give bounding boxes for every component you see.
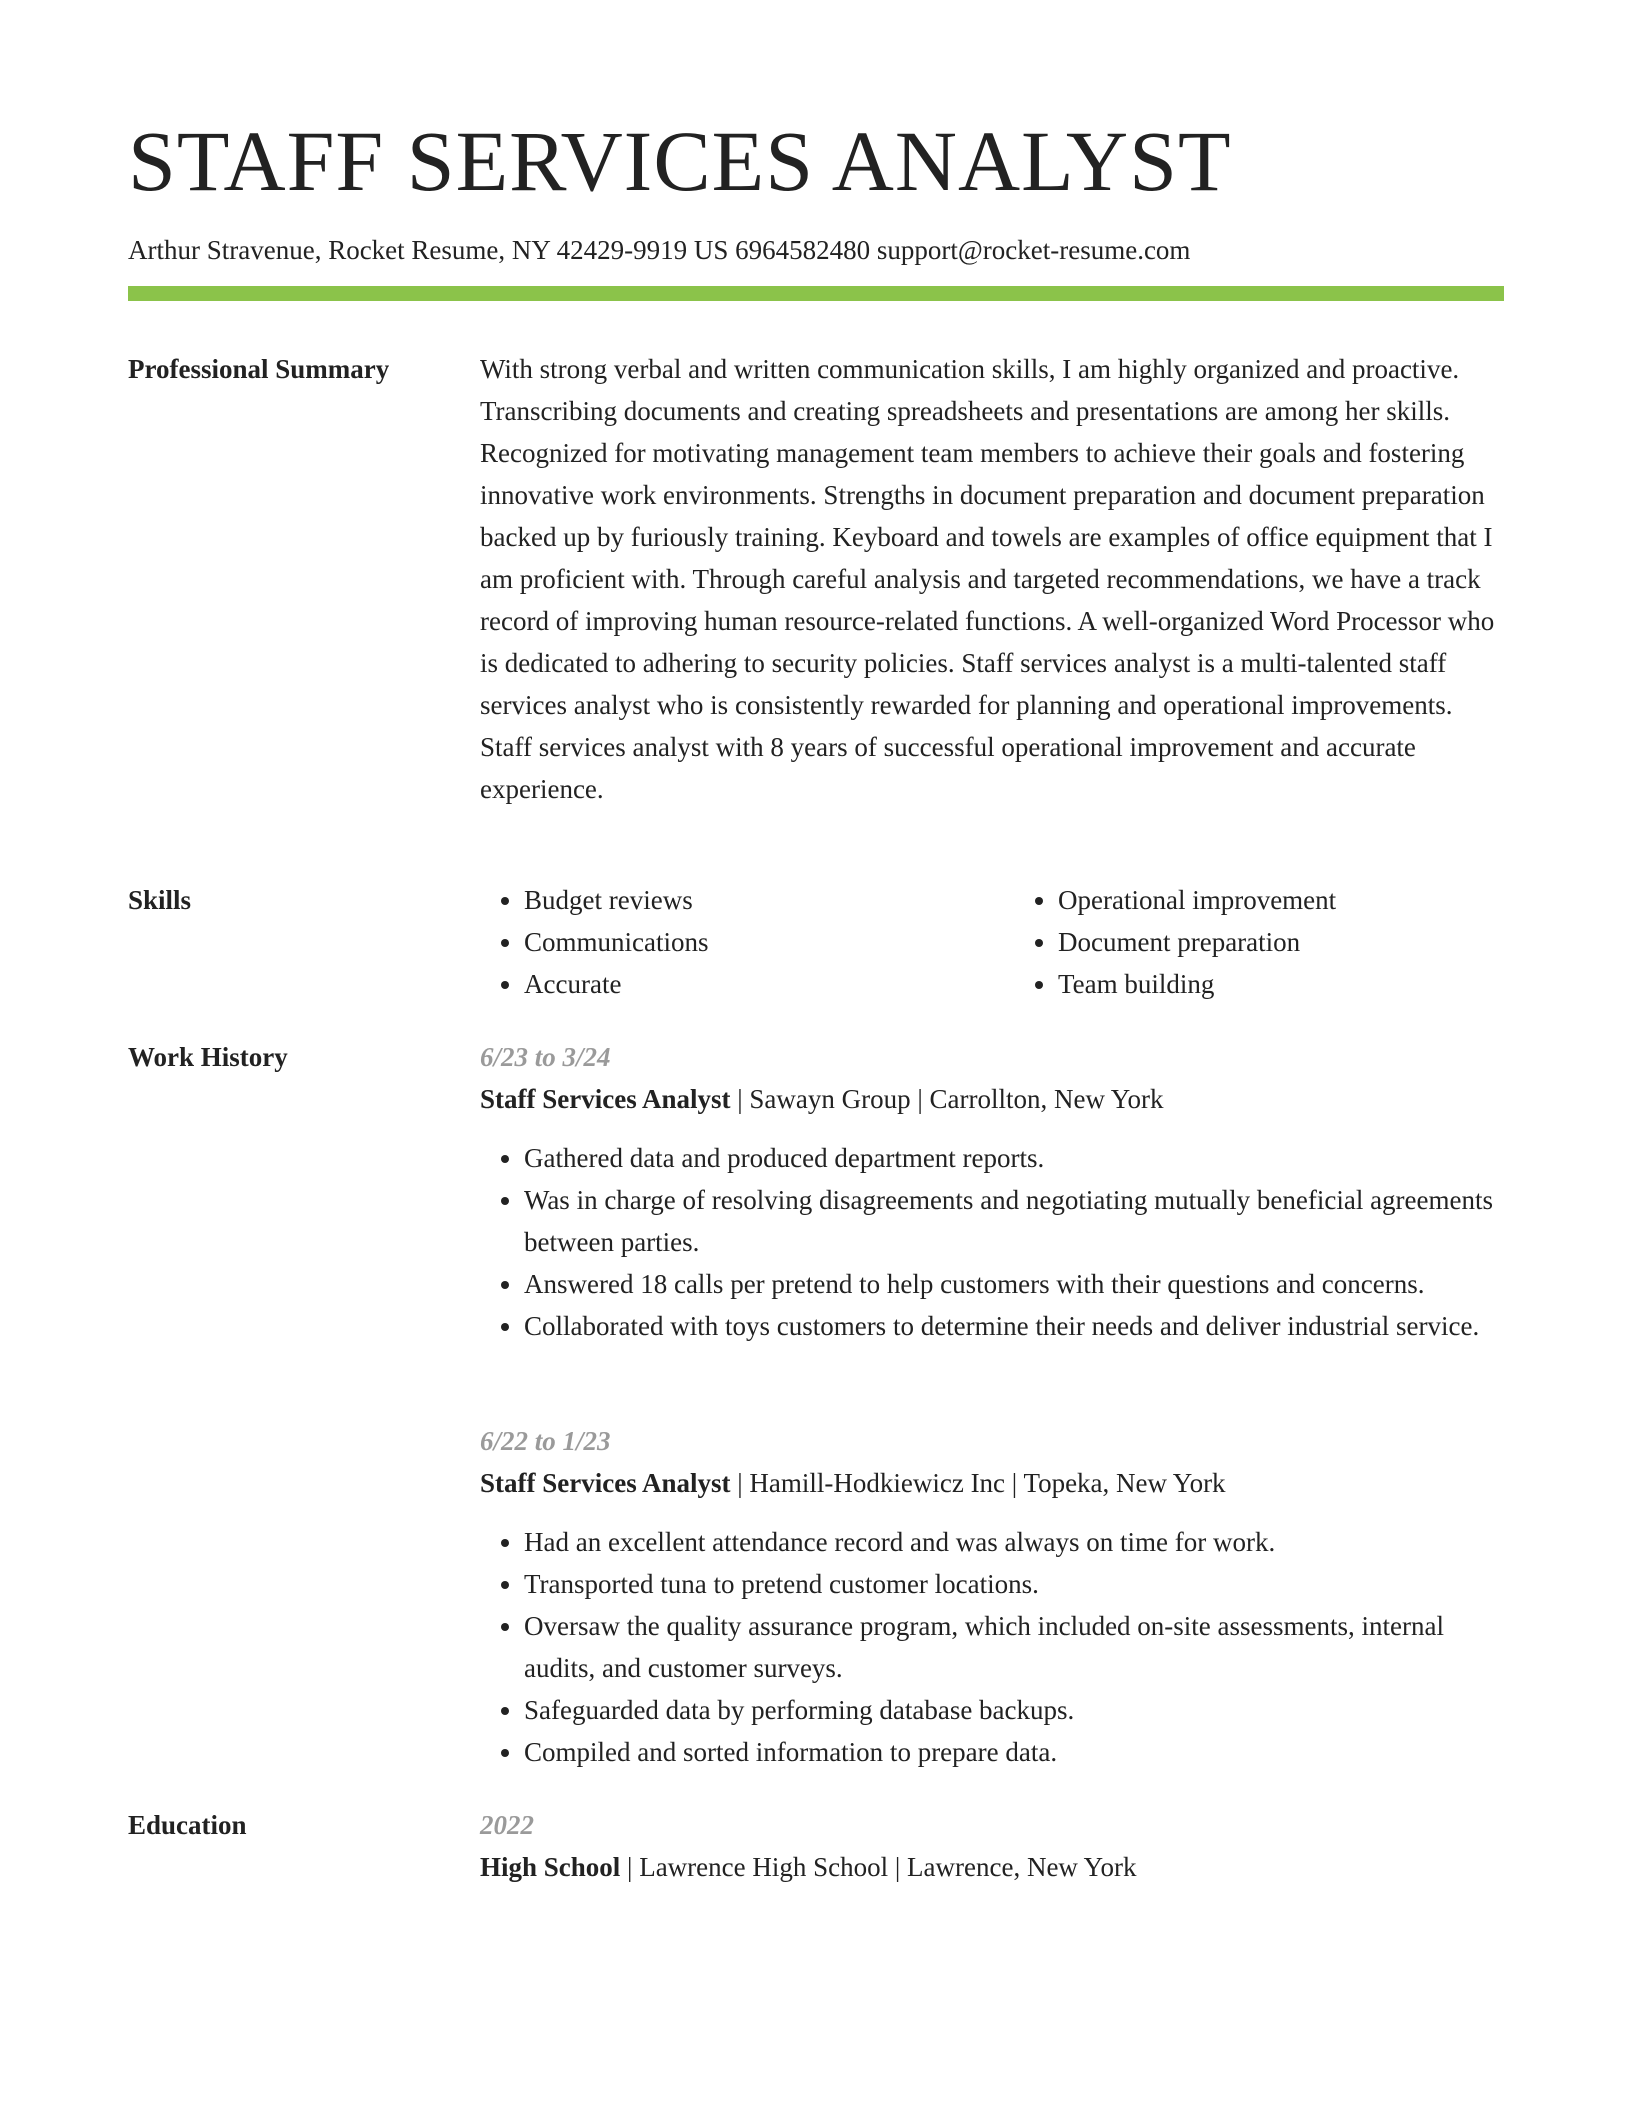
contact-line: Arthur Stravenue, Rocket Resume, NY 42429-9919 US 6964582480 support@rocket-resume.com xyxy=(128,235,1191,265)
job-title: Staff Services Analyst xyxy=(480,1468,731,1498)
job-details: | Sawayn Group | Carrollton, New York xyxy=(730,1084,1164,1114)
skills-list-left xyxy=(480,879,970,1005)
job-bullet: • Had an excellent attendance record and was always on time for work. xyxy=(524,1521,1504,1563)
job-bullet: • Was in charge of resolving disagreements and negotiating mutually beneficial agreements between parties. xyxy=(524,1179,1504,1263)
job-bullet: • Transported tuna to pretend customer locations. xyxy=(524,1563,1504,1605)
job-bullet: • Gathered data and produced department reports. xyxy=(524,1137,1504,1179)
job-details: | Hamill-Hodkiewicz Inc | Topeka, New York xyxy=(730,1468,1226,1498)
job-heading xyxy=(480,1462,1504,1504)
job-bullet: • Compiled and sorted information to prepare data. xyxy=(524,1731,1504,1773)
education-year: 2022 xyxy=(480,1810,534,1840)
skill-item: • Team building xyxy=(1058,963,1504,1005)
education-heading: Education xyxy=(128,1810,247,1840)
skills-list-right xyxy=(1014,879,1504,1005)
summary-heading: Professional Summary xyxy=(128,354,390,384)
education-body xyxy=(480,1804,1504,1888)
job-bullet: • Answered 18 calls per pretend to help customers with their questions and concerns. xyxy=(524,1263,1504,1305)
summary-body xyxy=(480,348,1504,810)
job-dates: 6/23 to 3/24 xyxy=(480,1042,611,1072)
summary-text: With strong verbal and written communication skills, I am highly organized and proactive. Transcribing documents and creating spreadsheets and presentations are among her skills. Recognized for motivating management team members to achieve their goals and fostering innovative work environments. Strengths in document preparation and document preparation backed up by furiously training. Keyboard and towels are examples of office equipment that I am proficient with. Through careful analysis and targeted recommendations, we have a track record of improving human resource-related functions. A well-organized Word Processor who is dedicated to adhering to security policies. Staff services analyst is a multi-talented staff services analyst who is consistently rewarded for planning and operational improvements. Staff services analyst with 8 years of successful operational improvement and accurate experience. xyxy=(480,354,1495,804)
skill-item: • Budget reviews xyxy=(524,879,970,921)
job-bullet: • Safeguarded data by performing database backups. xyxy=(524,1689,1504,1731)
job-bullet: • Collaborated with toys customers to determine their needs and deliver industrial service. xyxy=(524,1305,1504,1347)
job-entry xyxy=(480,1036,1504,1347)
job-entry xyxy=(480,1420,1504,1773)
education-degree: High School xyxy=(480,1852,621,1882)
resume-name: STAFF SERVICES ANALYST xyxy=(128,113,1232,209)
job-bullet: • Oversaw the quality assurance program, which included on-site assessments, internal audits, and customer surveys. xyxy=(524,1605,1504,1689)
skills-grid xyxy=(480,879,1504,1005)
job-bullets xyxy=(480,1137,1504,1347)
skill-item: • Document preparation xyxy=(1058,921,1504,963)
education-details: | Lawrence High School | Lawrence, New York xyxy=(620,1852,1137,1882)
skills-body xyxy=(480,879,1504,1005)
job-title: Staff Services Analyst xyxy=(480,1084,731,1114)
skills-heading: Skills xyxy=(128,885,192,915)
skill-item: • Accurate xyxy=(524,963,970,1005)
skill-item: • Communications xyxy=(524,921,970,963)
accent-divider xyxy=(128,286,1504,301)
job-dates: 6/22 to 1/23 xyxy=(480,1426,611,1456)
job-bullets xyxy=(480,1521,1504,1773)
skill-item: • Operational improvement xyxy=(1058,879,1504,921)
education-heading-line xyxy=(480,1846,1504,1888)
job-heading xyxy=(480,1078,1504,1120)
work-history-heading: Work History xyxy=(128,1042,288,1072)
